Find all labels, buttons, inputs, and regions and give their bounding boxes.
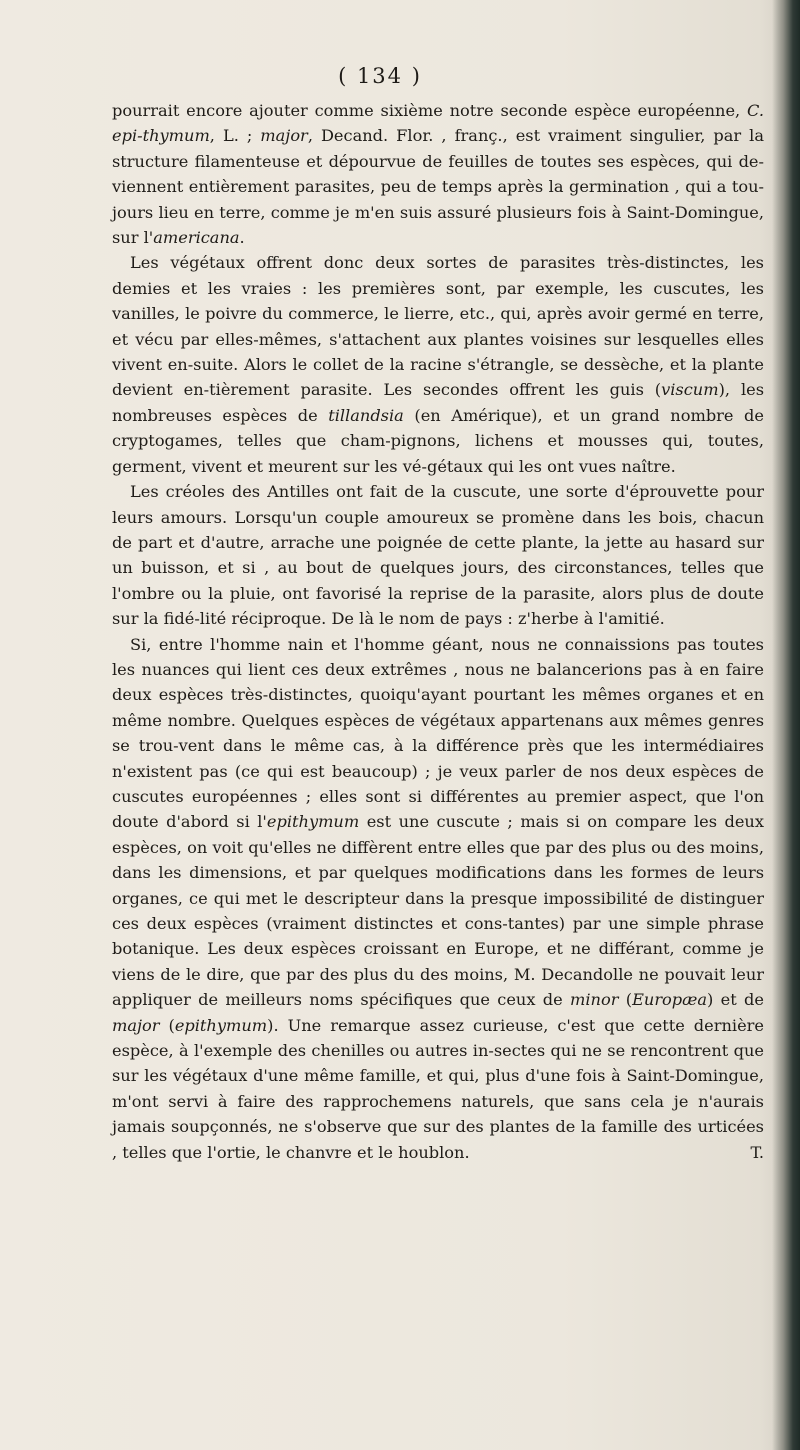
italic-term: C. epi-thymum bbox=[112, 101, 764, 146]
italic-term: tillandsia bbox=[328, 405, 404, 425]
italic-term: Europæa bbox=[632, 990, 708, 1010]
text-run: ), les nombreuses espèces de bbox=[112, 380, 765, 425]
text-run: pourrait encore ajouter comme sixième notre seconde espèce européenne, bbox=[112, 101, 748, 120]
text-run: , Decand. Flor. , franç., est vraiment singulier, par la structure filamenteuse et dépourvue de feuilles de toutes ses espèces, qui de-viennent entièrement parasites, peu de temps après la germination , qui a tou-jours lieu en terre, comme je m'en suis assuré plusieurs fois à Saint-Domingue, sur l' bbox=[112, 126, 764, 248]
text-run: ). Une remarque assez curieuse, c'est que cette dernière espèce, à l'exemple des chenilles ou autres in-sectes qui ne se rencontrent que sur les végétaux d'une même famille, et qui, plus d'une fois à Saint-Domingue, m'ont servi à faire des rapprochemens naturels, que sans cela je n'aurais jamais soupçonnés, ne s'observe que sur des plantes de la famille des urticées , telles que l'ortie, le chanvre et le houblon. bbox=[112, 1015, 764, 1162]
text-run: est une cuscute ; mais si on compare les deux espèces, on voit qu'elles ne diffèrent entre elles que par des plus ou des moins, dans les dimensions, et par quelques modifications dans les formes de leurs organes, ce qui met le descripteur dans la presque impossibilité de distinguer ces deux espèces (vraiment distinctes et cons-tantes) par une simple phrase botanique. Les deux espèces croissant en Europe, et ne différant, comme je viens de le dire, que par des plus du des moins, M. Decandolle ne pouvait leur appliquer de meilleurs noms spécifiques que ceux de bbox=[112, 812, 764, 1010]
italic-term: major bbox=[112, 1015, 160, 1035]
text-run: , L. ; bbox=[209, 126, 261, 146]
signature: T. bbox=[750, 1142, 764, 1162]
text-run: Si, entre l'homme nain et l'homme géant, nous ne connaissions pas toutes les nuances qui lient ces deux extrêmes , nous ne balancerions pas à en faire deux espèces très-distinctes, quoiqu'ayant pourtant les mêmes organes et en même nombre. Quelques espèces de végétaux appartenans aux mêmes genres se trou-vent dans le même cas, à la différence près que les intermédiaires n'existent pas (ce qui est beaucoup) ; je veux parler de nos deux espèces de cuscutes européennes ; elles sont si différentes au premier aspect, que l'on doute d'abord si l' bbox=[112, 634, 764, 832]
paragraph-1 bbox=[112, 98, 764, 250]
text-run: . bbox=[239, 228, 245, 248]
paragraph-3 bbox=[112, 479, 764, 631]
italic-term: epithymum bbox=[174, 1015, 268, 1035]
text-run: (en Amérique), et un grand nombre de cryptogames, telles que cham-pignons, lichens et mousses qui, toutes, germent, vivent et meurent sur les vé-gétaux qui les ont vues naître. bbox=[112, 405, 764, 476]
paragraph-2 bbox=[112, 250, 764, 479]
italic-term: major bbox=[260, 126, 308, 146]
italic-term: minor bbox=[570, 990, 619, 1010]
text-run: ( bbox=[159, 1015, 175, 1035]
text-run: Les végétaux offrent donc deux sortes de parasites très-distinctes, les demies et les vraies : les premières sont, par exemple, les cuscutes, les vanilles, le poivre du commerce, le lierre, etc., qui, après avoir germé en terre, et vécu par elles-mêmes, s'attachent aux plantes voisines sur lesquelles elles vivent en-suite. Alors le collet de la racine s'étrangle, se dessèche, et la plante devient en-tièrement parasite. Les secondes offrent les guis ( bbox=[112, 253, 764, 400]
italic-term: epithymum bbox=[266, 812, 360, 832]
italic-term: viscum bbox=[661, 380, 719, 400]
text-run: ( bbox=[618, 990, 633, 1010]
italic-term: americana bbox=[153, 228, 240, 248]
paragraph-4 bbox=[112, 632, 764, 1166]
text-run: ) et de bbox=[707, 990, 764, 1010]
page-edge-shadow bbox=[772, 0, 800, 1450]
text-run: Les créoles des Antilles ont fait de la cuscute, une sorte d'éprouvette pour leurs amours. Lorsqu'un couple amoureux se promène dans les bois, chacun de part et d'autre, arrache une poignée de cette plante, la jette au hasard sur un buisson, et si , au bout de quelques jours, des circonstances, telles que l'ombre ou la pluie, ont favorisé la reprise de la parasite, alors plus de doute sur la fidé-lité réciproque. De là le nom de pays : z'herbe à l'amitié. bbox=[112, 482, 764, 629]
page-text bbox=[112, 98, 764, 1165]
page-number: ( 134 ) bbox=[338, 64, 422, 88]
